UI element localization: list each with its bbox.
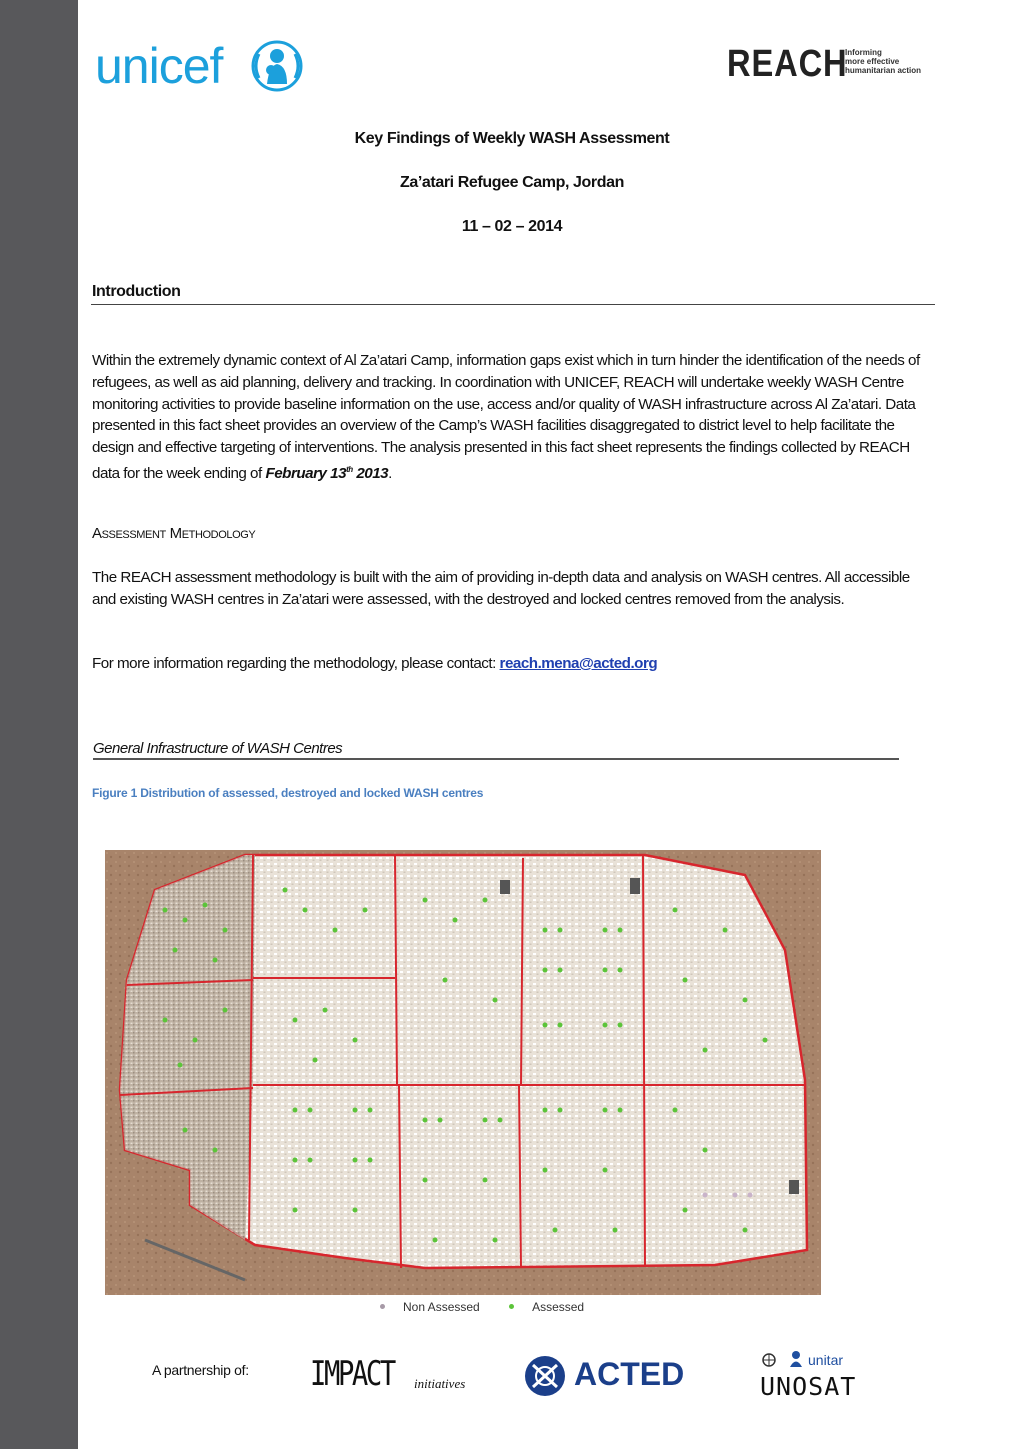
impact-subword: initiatives: [414, 1376, 466, 1391]
divider: [93, 758, 899, 760]
unicef-wordmark: unicef: [95, 38, 223, 94]
reach-tagline: [845, 48, 921, 75]
unosat-wordmark: UNOSAT: [760, 1372, 857, 1401]
building-block: [500, 880, 510, 894]
date-emph: February 13: [265, 465, 347, 483]
unitar-wordmark: unitar: [808, 1352, 844, 1368]
reach-logo: [727, 42, 937, 88]
legend-label-non-assessed: Non Assessed: [403, 1299, 480, 1314]
reach-tagline-line: humanitarian action: [845, 66, 922, 75]
un-emblem-icon: [760, 1352, 778, 1368]
divider: [91, 304, 935, 305]
date-year: 2013: [352, 465, 389, 483]
page-sidebar: [0, 0, 78, 1449]
legend-label-assessed: Assessed: [532, 1299, 585, 1314]
document-date: 11 – 02 – 2014: [461, 218, 563, 235]
acted-logo: [524, 1352, 704, 1398]
introduction-date: [265, 465, 388, 482]
reach-wordmark: REACH: [727, 43, 848, 85]
map-legend: [380, 1299, 584, 1314]
introduction-text: Within the extremely dynamic context of Al Za’atari Camp, information gaps exist which in turn hinder the identification of the needs of refugees, as well as aid planning, delivery and tracking. In coordination with UNICEF, REACH will undertake weekly WASH Centre monitoring activities to provide baseline information on the use, access and/or quality of WASH infrastructure across Al Za’atari. Data presented in this fact sheet provides an overview of the Camp’s WASH facilities disaggregated to district level to help facilitate the design and effective targeting of interventions. The analysis presented in this fact sheet represents the findings collected by REACH data for the week ending of: [92, 352, 920, 483]
camp-satellite-map: [105, 850, 821, 1295]
introduction-heading: Introduction: [92, 283, 181, 300]
legend-swatch-assessed: [509, 1304, 514, 1309]
section-heading: General Infrastructure of WASH Centres: [93, 740, 343, 757]
acted-wordmark: ACTED: [574, 1356, 685, 1392]
contact-email-link[interactable]: reach.mena@acted.org: [499, 655, 658, 672]
impact-initiatives-logo: [310, 1354, 490, 1396]
legend-swatch-non-assessed: [380, 1304, 385, 1309]
building-block: [630, 878, 640, 894]
date-end: .: [388, 465, 392, 483]
date-sup: th: [346, 464, 353, 474]
reach-tagline-line: more effective: [845, 57, 900, 66]
figure-caption: Figure 1 Distribution of assessed, destroyed and locked WASH centres: [92, 786, 484, 800]
document-subtitle-location: Za’atari Refugee Camp, Jordan: [399, 174, 625, 191]
impact-wordmark: IMPACT: [310, 1354, 394, 1394]
unicef-logo: [95, 38, 315, 94]
introduction-paragraph: [92, 350, 930, 485]
contact-text: For more information regarding the methodology, please contact:: [92, 655, 500, 672]
acted-emblem-icon: [524, 1355, 566, 1397]
building-block: [789, 1180, 799, 1194]
reach-tagline-line: Informing: [845, 48, 882, 57]
unitar-unosat-logo: [758, 1350, 888, 1402]
contact-line: [92, 655, 657, 672]
partnership-label: A partnership of:: [152, 1362, 249, 1378]
unitar-emblem-icon: [788, 1350, 804, 1368]
unicef-emblem-icon: [249, 40, 305, 92]
methodology-paragraph: The REACH assessment methodology is built with the aim of providing in-depth data and analysis on WASH centres. All accessible and existing WASH centres in Za’atari were assessed, with the destroyed and locked centres removed from the analysis.: [92, 569, 910, 608]
document-title: Key Findings of Weekly WASH Assessment: [354, 130, 670, 147]
methodology-heading: Assessment Methodology: [92, 525, 256, 542]
